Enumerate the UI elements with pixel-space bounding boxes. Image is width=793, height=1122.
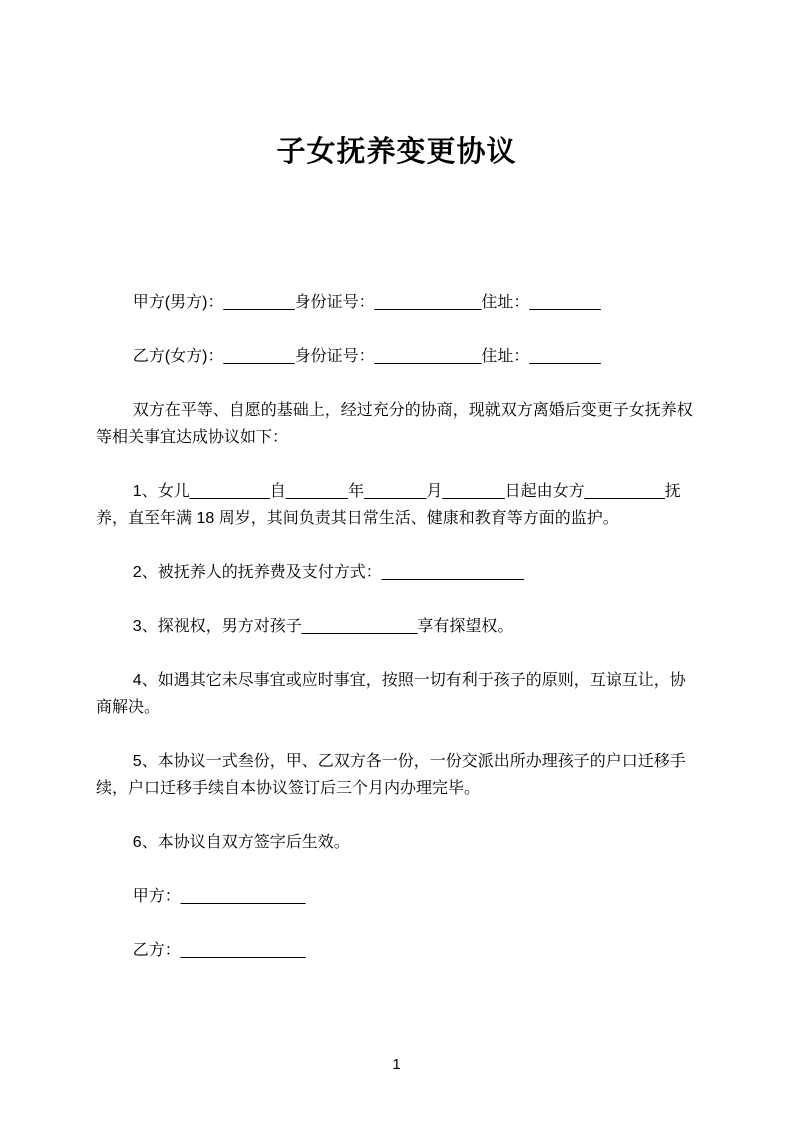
signature-party-b: 乙方：______________ [132,942,306,959]
clause-item-5: 5、本协议一式叁份，甲、乙双方各一份，一份交派出所办理孩子的户口迁移手续，户口迁移手续自本协议签订后三个月内办理完毕。 [96,753,686,797]
signature-party-a: 甲方：______________ [132,888,306,905]
page-number: 1 [392,1056,401,1073]
clause-item-1: 1、女儿_________自_______年_______月_______日起由女方_________抚养，直至年满 18 周岁，其间负责其日常生活、健康和教育等方面的监护。 [96,483,681,527]
clause-item-6: 6、本协议自双方签字后生效。 [132,834,350,851]
clause-item-3: 3、探视权，男方对孩子_____________享有探望权。 [132,618,514,635]
party-b-line: 乙方(女方)：________身份证号：____________住址：________ [132,348,601,365]
document-title: 子女抚养变更协议 [276,136,517,168]
intro-paragraph: 双方在平等、自愿的基础上，经过充分的协商，现就双方离婚后变更子女抚养权等相关事宜达成协议如下： [96,402,693,446]
clause-item-4: 4、如遇其它未尽事宜或应时事宜，按照一切有利于孩子的原则，互谅互让，协商解决。 [96,672,686,716]
clause-item-2: 2、被抚养人的抚养费及支付方式：________________ [132,564,525,581]
party-a-line: 甲方(男方)：________身份证号：____________住址：________ [132,294,601,311]
